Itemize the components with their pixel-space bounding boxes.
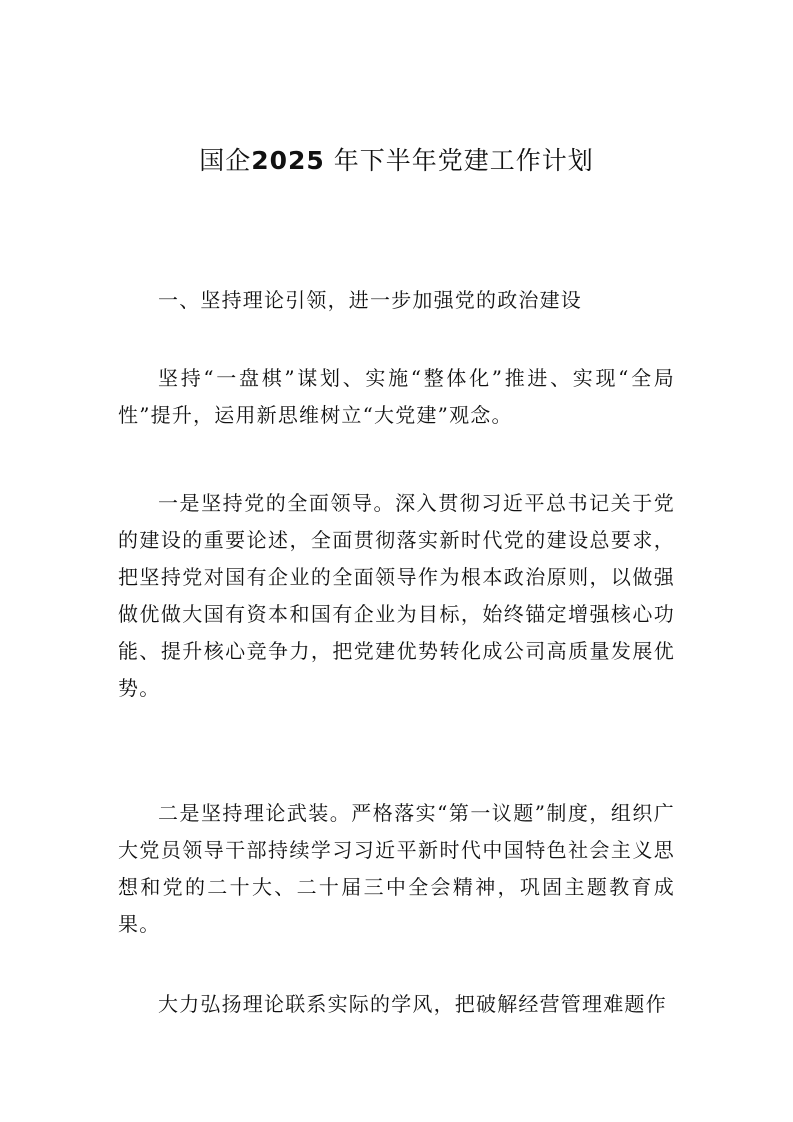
- paragraph: 二是坚持理论武装。严格落实“第一议题”制度，组织广大党员领导干部持续学习习近平新时代中国特色社会主义思想和党的二十大、二十届三中全会精神，巩固主题教育成果。: [118, 801, 675, 936]
- title-suffix: 年下半年党建工作计划: [333, 145, 594, 175]
- document-title: [0, 143, 793, 179]
- title-year: 2025: [251, 145, 325, 175]
- paragraph: 大力弘扬理论联系实际的学风，把破解经营管理难题作: [158, 992, 667, 1016]
- section-heading: 一、坚持理论引领，进一步加强党的政治建设: [158, 288, 582, 312]
- title-prefix: 国企: [199, 145, 252, 175]
- paragraph: 一是坚持党的全面领导。深入贯彻习近平总书记关于党的建设的重要论述，全面贯彻落实新时代党的建设总要求，把坚持党对国有企业的全面领导作为根本政治原则，以做强做优做大国有资本和国有企业为目标，始终锚定增强核心功能、提升核心竞争力，把党建优势转化成公司高质量发展优势。: [118, 491, 675, 700]
- paragraph: 坚持“一盘棋”谋划、实施“整体化”推进、实现“全局性”提升，运用新思维树立“大党建”观念。: [118, 366, 675, 427]
